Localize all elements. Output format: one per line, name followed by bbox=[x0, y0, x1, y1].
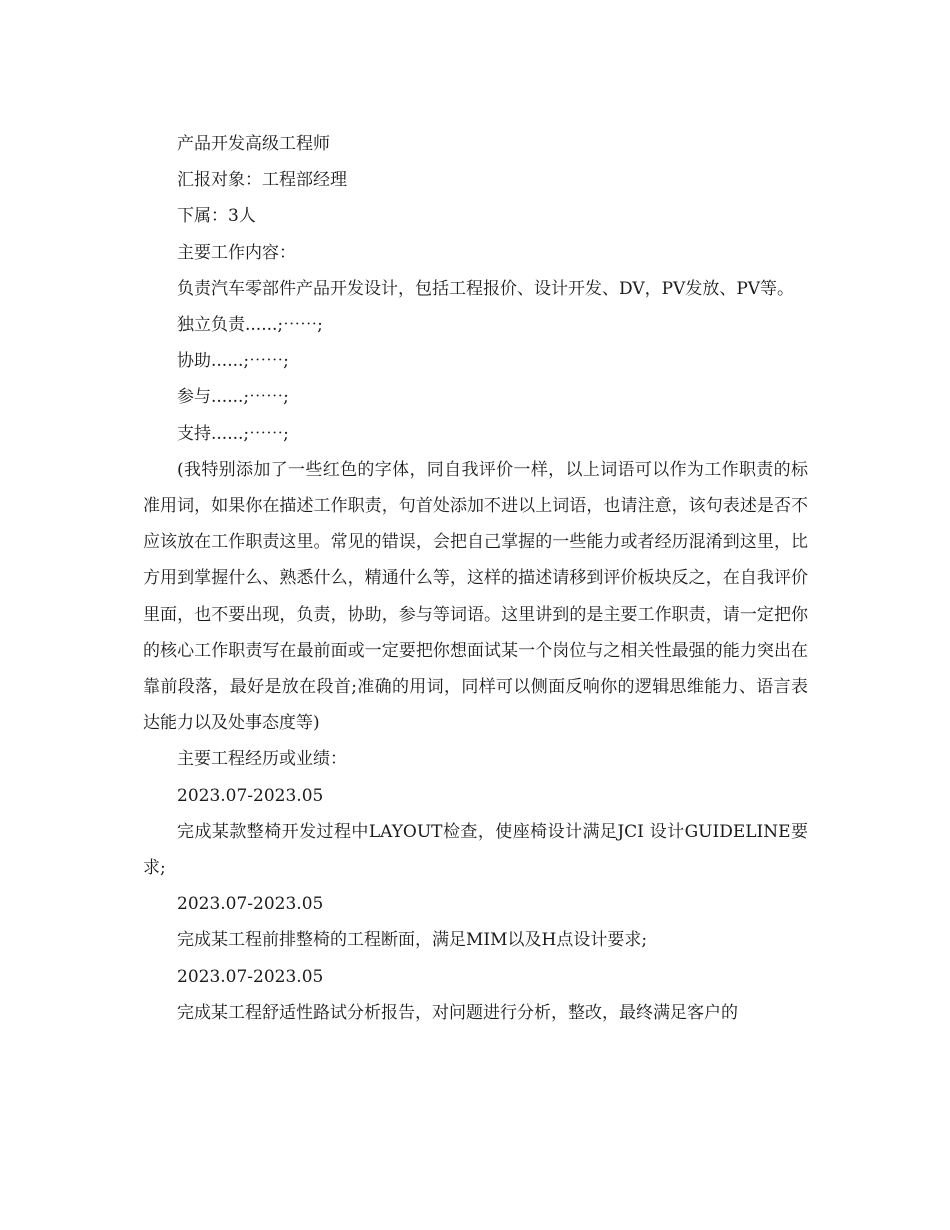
note-paragraph: (我特别添加了一些红色的字体，同自我评价一样，以上词语可以作为工作职责的标准用词，如果你在描述工作职责，句首处添加不进以上词语，也请注意，该句表述是否不应该放在工作职责这里。常见的错误，会把自己掌握的一些能力或者经历混淆到这里，比方用到掌握什么、熟悉什么，精通什么等，这样的描述请移到评价板块反之，在自我评价里面，也不要出现，负责，协助，参与等词语。这里讲到的是主要工作职责，请一定把你的核心工作职责写在最前面或一定要把你想面试某一个岗位与之相关性最强的能力突出在靠前段落，最好是放在段首;准确的用词，同样可以侧面反响你的逻辑思维能力、语言表达能力以及处事态度等) bbox=[143, 459, 808, 734]
experience-period: 2023.07-2023.05 bbox=[177, 966, 324, 987]
document-body bbox=[143, 126, 808, 1031]
duty-item: 支持......;⋯⋯; bbox=[177, 423, 289, 444]
report-to: 汇报对象：工程部经理 bbox=[177, 170, 347, 191]
experience-period: 2023.07-2023.05 bbox=[177, 894, 324, 915]
experience-heading: 主要工程经历或业绩： bbox=[177, 749, 347, 770]
subordinates: 下属：3人 bbox=[177, 206, 256, 227]
experience-period: 2023.07-2023.05 bbox=[177, 785, 324, 806]
duties-heading: 主要工作内容： bbox=[177, 242, 296, 263]
duty-item: 参与......;⋯⋯; bbox=[177, 387, 289, 408]
duty-item: 协助......;⋯⋯; bbox=[177, 351, 289, 372]
experience-description: 完成某款整椅开发过程中LAYOUT检查，使座椅设计满足JCI 设计GUIDELINE要求; bbox=[143, 821, 808, 879]
duty-item: 独立负责......;⋯⋯; bbox=[177, 315, 323, 336]
experience-description: 完成某工程前排整椅的工程断面，满足MIM以及H点设计要求; bbox=[177, 930, 648, 951]
job-title: 产品开发高级工程师 bbox=[177, 134, 330, 154]
duty-main: 负责汽车零部件产品开发设计，包括工程报价、设计开发、DV，PV发放、PV等。 bbox=[177, 278, 795, 299]
experience-description: 完成某工程舒适性路试分析报告，对问题进行分析，整改，最终满足客户的 bbox=[177, 1002, 738, 1023]
